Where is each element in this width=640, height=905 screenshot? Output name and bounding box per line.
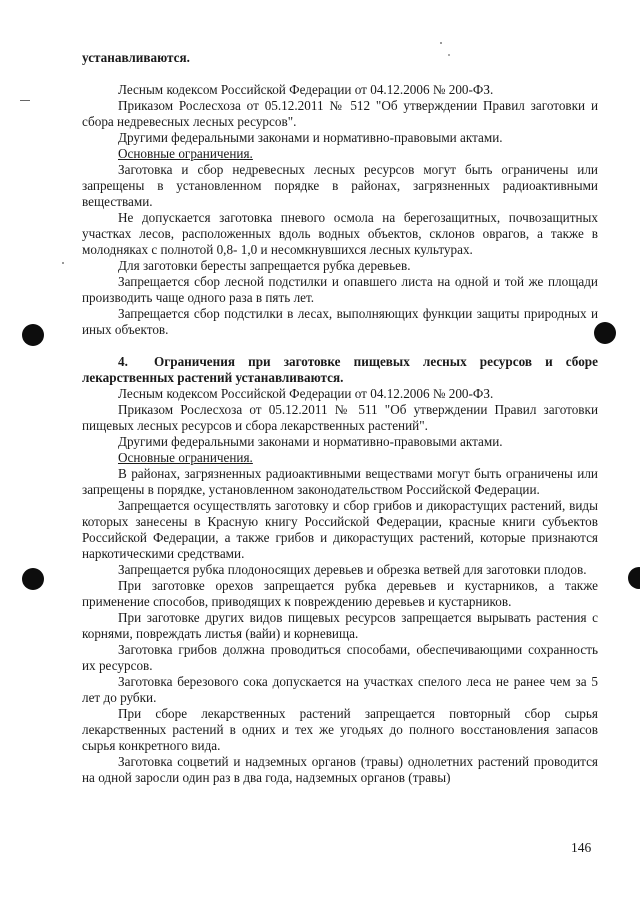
paragraph: В районах, загрязненных радиоактивными веществами могут быть ограничены или запрещены в порядке, установленном законодательством Российской Федерации. bbox=[82, 466, 598, 497]
paragraph-spacer bbox=[82, 338, 598, 354]
scan-speck bbox=[62, 262, 64, 264]
page-number: 146 bbox=[571, 840, 592, 855]
punch-hole bbox=[22, 568, 44, 590]
paragraph-spacer bbox=[82, 66, 598, 82]
paragraph: Заготовка грибов должна проводиться способами, обеспечивающими сохранность их ресурсов. bbox=[82, 642, 598, 673]
punch-hole bbox=[22, 324, 44, 346]
subheading-text: Основные ограничения. bbox=[118, 450, 253, 465]
paragraph: Другими федеральными законами и нормативно-правовыми актами. bbox=[118, 434, 503, 449]
paragraph-subheading bbox=[82, 450, 598, 466]
punch-hole bbox=[628, 567, 640, 589]
paragraph: Приказом Рослесхоза от 05.12.2011 № 511 "Об утверждении Правил заготовки пищевых лесных ресурсов и сбора лекарственных растений". bbox=[82, 402, 598, 433]
paragraph: Другими федеральными законами и нормативно-правовыми актами. bbox=[118, 130, 503, 145]
paragraph: Запрещается рубка плодоносящих деревьев и обрезка ветвей для заготовки плодов. bbox=[118, 562, 587, 577]
paragraph: Заготовка березового сока допускается на участках спелого леса не ранее чем за 5 лет до рубки. bbox=[82, 674, 598, 705]
paragraph: Не допускается заготовка пневого осмола на берегозащитных, почвозащитных участках лесов, расположенных вдоль водных объектов, склонов оврагов, а также в молодняках с полнотой 0,8- 1,0 и несомкнувшихся лесных культурах. bbox=[82, 210, 598, 257]
subheading-text: Основные ограничения. bbox=[118, 146, 253, 161]
paragraph: Запрещается сбор лесной подстилки и опавшего листа на одной и той же площади производить чаще одного раза в пять лет. bbox=[82, 274, 598, 305]
section-number: 4. bbox=[118, 354, 128, 369]
scan-speck bbox=[440, 42, 442, 44]
paragraph-continuation: устанавливаются. bbox=[82, 50, 190, 65]
paragraph: Заготовка и сбор недревесных лесных ресурсов могут быть ограничены или запрещены в установленном порядке в районах, загрязненных радиоактивными веществами. bbox=[82, 162, 598, 209]
scan-speck bbox=[20, 100, 30, 101]
paragraph: Лесным кодексом Российской Федерации от 04.12.2006 № 200-ФЗ. bbox=[118, 82, 494, 97]
document-body bbox=[82, 50, 598, 786]
paragraph: При заготовке орехов запрещается рубка деревьев и кустарников, а также применение способов, приводящих к повреждению деревьев и кустарников. bbox=[82, 578, 598, 609]
section-heading-text: Ограничения при заготовке пищевых лесных ресурсов и сборе лекарственных растений устанавливаются. bbox=[82, 354, 598, 385]
paragraph: Для заготовки бересты запрещается рубка деревьев. bbox=[118, 258, 411, 273]
section-heading bbox=[82, 354, 598, 386]
paragraph: Заготовка соцветий и надземных органов (травы) однолетних растений проводится на одной заросли один раз в два года, надземных органов (травы) bbox=[82, 754, 598, 785]
paragraph: Приказом Рослесхоза от 05.12.2011 № 512 "Об утверждении Правил заготовки и сбора недревесных лесных ресурсов". bbox=[82, 98, 598, 129]
paragraph: Лесным кодексом Российской Федерации от 04.12.2006 № 200-ФЗ. bbox=[118, 386, 494, 401]
paragraph: При сборе лекарственных растений запрещается повторный сбор сырья лекарственных растений в одних и тех же угодьях до полного восстановления запасов сырья конкретного вида. bbox=[82, 706, 598, 753]
paragraph: Запрещается осуществлять заготовку и сбор грибов и дикорастущих растений, виды которых занесены в Красную книгу Российской Федерации, красные книги субъектов Российской Федерации, а также грибов и дикорастущих растений, которые признаются наркотическими средствами. bbox=[82, 498, 598, 561]
paragraph: Запрещается сбор подстилки в лесах, выполняющих функции защиты природных и иных объектов. bbox=[82, 306, 598, 337]
paragraph-subheading bbox=[82, 146, 598, 162]
paragraph: При заготовке других видов пищевых ресурсов запрещается вырывать растения с корнями, повреждать листья (вайи) и корневища. bbox=[82, 610, 598, 641]
